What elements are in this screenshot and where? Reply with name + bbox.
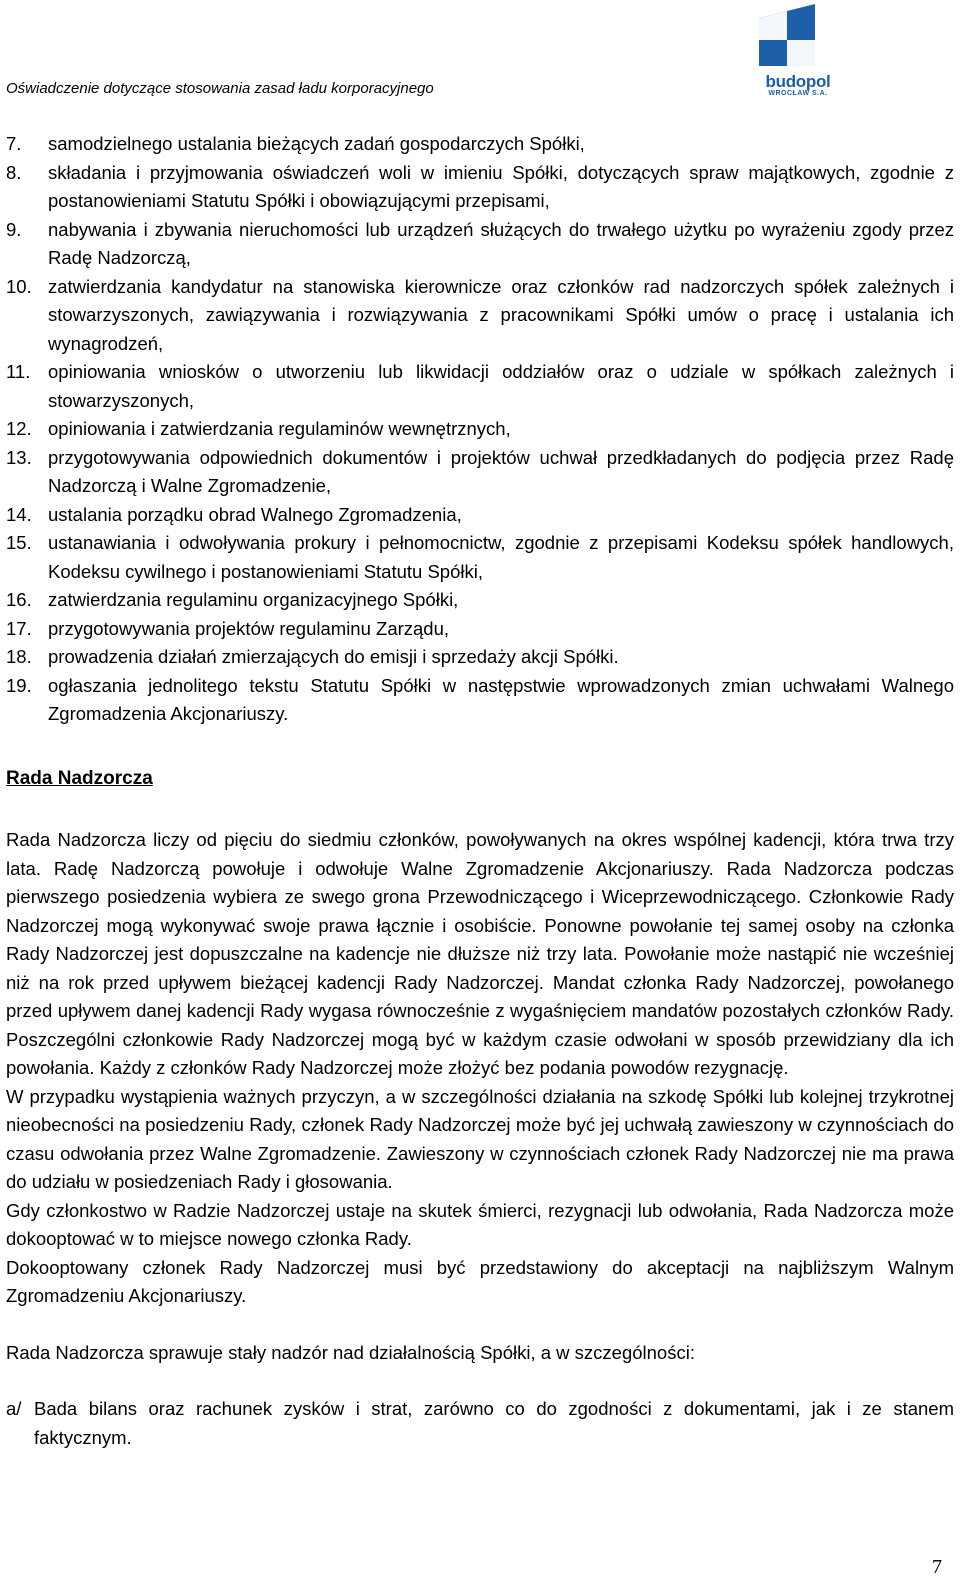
- paragraph: Dokooptowany członek Rady Nadzorczej musi być przedstawiony do akceptacji na najbliższym Walnym Zgromadzeniu Akcjonariuszy.: [6, 1256, 954, 1306]
- list-item-text: przygotowywania odpowiednich dokumentów i projektów uchwał przedkładanych do podjęcia przez Radę Nadzorczą i Walne Zgromadzenie,: [48, 446, 954, 496]
- list-item-text: prowadzenia działań zmierzających do emisji i sprzedaży akcji Spółki.: [48, 646, 619, 667]
- list-item: [6, 273, 954, 359]
- list-item: [6, 444, 954, 501]
- paragraph: W przypadku wystąpienia ważnych przyczyn, a w szczególności działania na szkodę Spółki lub kolejnej trzykrotnej nieobecności na posiedzeniu Rady, członek Rady Nadzorczej może być jej uchwałą zawieszony w czynnościach do czasu odwołania przez Walne Zgromadzenie. Zawieszony w czynnościach członek Rady Nadzorczej nie ma prawa do udziału w posiedzeniach Rady i głosowania.: [6, 1085, 954, 1192]
- list-item: [6, 586, 954, 615]
- document-header-title: Oświadczenie dotyczące stosowania zasad ładu korporacyjnego: [6, 80, 434, 97]
- list-item: [6, 159, 954, 216]
- list-item-number: 18.: [6, 646, 32, 667]
- list-item-number: 8.: [6, 161, 22, 183]
- lettered-item: [6, 1395, 954, 1452]
- list-item-number: 15.: [6, 532, 32, 553]
- list-item-number: 12.: [6, 418, 32, 439]
- list-item-text: opiniowania i zatwierdzania regulaminów wewnętrznych,: [48, 418, 511, 439]
- company-logo: [757, 4, 839, 100]
- lettered-item-text: Bada bilans oraz rachunek zysków i strat, zarówno co do zgodności z dokumentami, jak i ze stanem faktycznym.: [34, 1398, 954, 1448]
- list-item: [6, 216, 954, 273]
- page-number: 7: [932, 1556, 942, 1578]
- list-item-text: ustanawiania i odwoływania prokury i pełnomocnictw, zgodnie z przepisami Kodeksu spółek handlowych, Kodeksu cywilnego i postanowieniami Statutu Spółki,: [48, 532, 954, 582]
- list-item-text: nabywania i zbywania nieruchomości lub urządzeń służących do trwałego użytku po wyrażeniu zgody przez Radę Nadzorczą,: [48, 218, 954, 268]
- list-item-text: opiniowania wniosków o utworzeniu lub likwidacji oddziałów oraz o udziale w spółkach zależnych i stowarzyszonych,: [48, 361, 954, 411]
- paragraph: Gdy członkostwo w Radzie Nadzorczej ustaje na skutek śmierci, rezygnacji lub odwołania, Rada Nadzorcza może dokooptować w to miejsce nowego członka Rady.: [6, 1199, 954, 1249]
- list-item-text: ustalania porządku obrad Walnego Zgromadzenia,: [48, 503, 462, 525]
- list-item: [6, 358, 954, 415]
- list-item: [6, 643, 954, 672]
- list-item: [6, 130, 954, 159]
- list-item-number: 11.: [6, 361, 31, 382]
- list-item-number: 7.: [6, 133, 22, 154]
- list-item: [6, 672, 954, 729]
- list-item-text: zatwierdzania regulaminu organizacyjnego Spółki,: [48, 589, 459, 610]
- list-item: [6, 501, 954, 530]
- list-item-text: samodzielnego ustalania bieżących zadań gospodarczych Spółki,: [48, 133, 585, 154]
- logo-building-icon: [757, 4, 839, 74]
- list-item-number: 9.: [6, 218, 22, 240]
- lettered-item-marker: a/: [6, 1398, 22, 1419]
- list-item-number: 17.: [6, 617, 32, 639]
- list-item-number: 10.: [6, 275, 32, 297]
- document-body: [6, 130, 954, 1452]
- logo-wordmark: budopol: [765, 72, 831, 91]
- section-heading: Rada Nadzorcza: [6, 767, 153, 789]
- numbered-list: [6, 130, 954, 729]
- list-item-number: 16.: [6, 589, 32, 610]
- lettered-list: [6, 1395, 954, 1452]
- list-item-text: zatwierdzania kandydatur na stanowiska kierownicze oraz członków rad nadzorczych spółek zależnych i stowarzyszonych, zawiązywania i rozwiązywania z pracownikami Spółki umów o pracę i ustalania ich wynagrodzeń,: [48, 275, 954, 354]
- list-item-number: 13.: [6, 446, 32, 468]
- list-item-text: składania i przyjmowania oświadczeń woli w imieniu Spółki, dotyczących spraw majątkowych, zgodnie z postanowieniami Statutu Spółki i obowiązującymi przepisami,: [48, 161, 954, 211]
- list-item: [6, 415, 954, 444]
- paragraph: Rada Nadzorcza liczy od pięciu do siedmiu członków, powoływanych na okres wspólnej kadencji, która trwa trzy lata. Radę Nadzorczą powołuje i odwołuje Walne Zgromadzenie Akcjonariuszy. Rada Nadzorcza podczas pierwszego posiedzenia wybiera ze swego grona Przewodniczącego i Wiceprzewodniczącego. Członkowie Rady Nadzorczej mogą wykonywać swoje prawa łącznie i osobiście. Ponowne powołanie tej samej osoby na członka Rady Nadzorczej jest dopuszczalne na kadencje nie dłuższe niż trzy lata. Powołanie może nastąpić nie wcześniej niż na rok przed upływem bieżącej kadencji Rady Nadzorczej. Mandat członka Rady Nadzorczej, powołanego przed upływem danej kadencji Rady wygasa równocześnie z wygaśnięciem mandatów pozostałych członków Rady. Poszczególni członkowie Rady Nadzorczej mogą być w każdym czasie odwołani w sposób przewidziany dla ich powołania. Każdy z członków Rady Nadzorczej może złożyć bez podania powodów rezygnację.: [6, 829, 954, 1078]
- list-item-text: ogłaszania jednolitego tekstu Statutu Spółki w następstwie wprowadzonych zmian uchwałami Walnego Zgromadzenia Akcjonariuszy.: [48, 674, 954, 724]
- section-paragraphs: [6, 826, 954, 1311]
- list-item-text: przygotowywania projektów regulaminu Zarządu,: [48, 617, 450, 639]
- list-item: [6, 529, 954, 586]
- logo-subtext: WROCŁAW S.A.: [768, 90, 828, 97]
- supervision-intro: Rada Nadzorcza sprawuje stały nadzór nad działalnością Spółki, a w szczególności:: [6, 1341, 695, 1363]
- list-item-number: 19.: [6, 674, 32, 696]
- list-item: [6, 615, 954, 644]
- list-item-number: 14.: [6, 503, 32, 525]
